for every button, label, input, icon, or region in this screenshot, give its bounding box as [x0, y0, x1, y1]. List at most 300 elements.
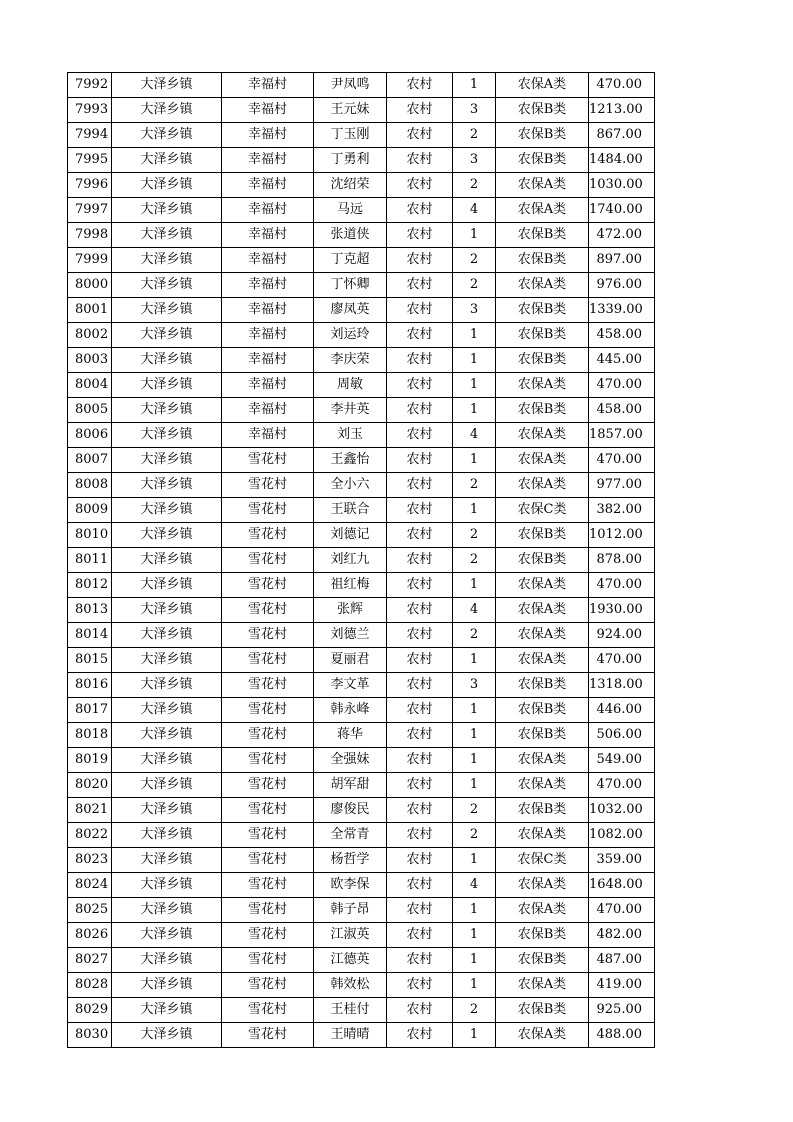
table-row: [68, 673, 655, 698]
name-cell: 沈绍荣: [314, 173, 387, 198]
township-cell: 大泽乡镇: [112, 573, 222, 598]
village-cell: 雪花村: [222, 473, 314, 498]
row-number-cell: 8021: [68, 798, 112, 823]
household-type-cell: 农村: [387, 948, 453, 973]
table-row: [68, 498, 655, 523]
name-cell: 李庆荣: [314, 348, 387, 373]
insurance-category-cell: 农保A类: [496, 648, 589, 673]
name-cell: 祖红梅: [314, 573, 387, 598]
person-count-cell: 2: [453, 523, 496, 548]
township-cell: 大泽乡镇: [112, 248, 222, 273]
row-number-cell: 8023: [68, 848, 112, 873]
household-type-cell: 农村: [387, 398, 453, 423]
household-type-cell: 农村: [387, 648, 453, 673]
township-cell: 大泽乡镇: [112, 698, 222, 723]
amount-cell: 1030.00: [589, 173, 655, 198]
township-cell: 大泽乡镇: [112, 998, 222, 1023]
village-cell: 幸福村: [222, 398, 314, 423]
person-count-cell: 2: [453, 123, 496, 148]
table-row: [68, 423, 655, 448]
insurance-category-cell: 农保B类: [496, 323, 589, 348]
person-count-cell: 1: [453, 648, 496, 673]
township-cell: 大泽乡镇: [112, 598, 222, 623]
person-count-cell: 1: [453, 373, 496, 398]
row-number-cell: 7998: [68, 223, 112, 248]
household-type-cell: 农村: [387, 723, 453, 748]
village-cell: 幸福村: [222, 123, 314, 148]
household-type-cell: 农村: [387, 573, 453, 598]
table-row: [68, 948, 655, 973]
person-count-cell: 1: [453, 398, 496, 423]
insurance-category-cell: 农保A类: [496, 198, 589, 223]
name-cell: 韩子昂: [314, 898, 387, 923]
amount-cell: 446.00: [589, 698, 655, 723]
amount-cell: 487.00: [589, 948, 655, 973]
insurance-category-cell: 农保A类: [496, 273, 589, 298]
row-number-cell: 8005: [68, 398, 112, 423]
village-cell: 幸福村: [222, 223, 314, 248]
amount-cell: 470.00: [589, 448, 655, 473]
table-row: [68, 373, 655, 398]
amount-cell: 925.00: [589, 998, 655, 1023]
name-cell: 江德英: [314, 948, 387, 973]
row-number-cell: 8017: [68, 698, 112, 723]
table-row: [68, 1023, 655, 1048]
amount-cell: 1032.00: [589, 798, 655, 823]
row-number-cell: 7997: [68, 198, 112, 223]
name-cell: 廖凤英: [314, 298, 387, 323]
insurance-category-cell: 农保B类: [496, 248, 589, 273]
table-row: [68, 998, 655, 1023]
insurance-category-cell: 农保B类: [496, 148, 589, 173]
amount-cell: 897.00: [589, 248, 655, 273]
row-number-cell: 8027: [68, 948, 112, 973]
amount-cell: 1082.00: [589, 823, 655, 848]
township-cell: 大泽乡镇: [112, 323, 222, 348]
name-cell: 韩效松: [314, 973, 387, 998]
township-cell: 大泽乡镇: [112, 398, 222, 423]
table-row: [68, 548, 655, 573]
insurance-category-cell: 农保A类: [496, 473, 589, 498]
amount-cell: 549.00: [589, 748, 655, 773]
person-count-cell: 1: [453, 773, 496, 798]
insurance-category-cell: 农保A类: [496, 173, 589, 198]
name-cell: 江淑英: [314, 923, 387, 948]
person-count-cell: 1: [453, 573, 496, 598]
amount-cell: 359.00: [589, 848, 655, 873]
amount-cell: 470.00: [589, 73, 655, 98]
row-number-cell: 8008: [68, 473, 112, 498]
table-row: [68, 648, 655, 673]
name-cell: 刘运玲: [314, 323, 387, 348]
village-cell: 雪花村: [222, 898, 314, 923]
amount-cell: 458.00: [589, 398, 655, 423]
household-type-cell: 农村: [387, 998, 453, 1023]
table-row: [68, 323, 655, 348]
insurance-category-cell: 农保B类: [496, 223, 589, 248]
village-cell: 雪花村: [222, 548, 314, 573]
village-cell: 幸福村: [222, 348, 314, 373]
table-row: [68, 923, 655, 948]
village-cell: 幸福村: [222, 273, 314, 298]
table-row: [68, 148, 655, 173]
insurance-category-cell: 农保A类: [496, 823, 589, 848]
village-cell: 雪花村: [222, 673, 314, 698]
household-type-cell: 农村: [387, 823, 453, 848]
insurance-category-cell: 农保B类: [496, 298, 589, 323]
village-cell: 幸福村: [222, 173, 314, 198]
amount-cell: 470.00: [589, 373, 655, 398]
row-number-cell: 8029: [68, 998, 112, 1023]
person-count-cell: 1: [453, 898, 496, 923]
village-cell: 幸福村: [222, 98, 314, 123]
row-number-cell: 8030: [68, 1023, 112, 1048]
person-count-cell: 2: [453, 273, 496, 298]
person-count-cell: 1: [453, 923, 496, 948]
row-number-cell: 8004: [68, 373, 112, 398]
person-count-cell: 4: [453, 598, 496, 623]
township-cell: 大泽乡镇: [112, 748, 222, 773]
row-number-cell: 8025: [68, 898, 112, 923]
name-cell: 刘德兰: [314, 623, 387, 648]
row-number-cell: 8001: [68, 298, 112, 323]
amount-cell: 1213.00: [589, 98, 655, 123]
name-cell: 全强妹: [314, 748, 387, 773]
person-count-cell: 3: [453, 148, 496, 173]
village-cell: 雪花村: [222, 498, 314, 523]
name-cell: 胡军甜: [314, 773, 387, 798]
row-number-cell: 8007: [68, 448, 112, 473]
insurance-category-cell: 农保A类: [496, 1023, 589, 1048]
row-number-cell: 8011: [68, 548, 112, 573]
name-cell: 马远: [314, 198, 387, 223]
table-row: [68, 773, 655, 798]
insurance-category-cell: 农保B类: [496, 123, 589, 148]
village-cell: 雪花村: [222, 798, 314, 823]
township-cell: 大泽乡镇: [112, 673, 222, 698]
table-row: [68, 798, 655, 823]
amount-cell: 445.00: [589, 348, 655, 373]
amount-cell: 1857.00: [589, 423, 655, 448]
township-cell: 大泽乡镇: [112, 773, 222, 798]
table-row: [68, 123, 655, 148]
household-type-cell: 农村: [387, 123, 453, 148]
township-cell: 大泽乡镇: [112, 73, 222, 98]
household-type-cell: 农村: [387, 548, 453, 573]
amount-cell: 1318.00: [589, 673, 655, 698]
township-cell: 大泽乡镇: [112, 173, 222, 198]
household-type-cell: 农村: [387, 98, 453, 123]
row-number-cell: 8015: [68, 648, 112, 673]
person-count-cell: 2: [453, 473, 496, 498]
table-row: [68, 273, 655, 298]
row-number-cell: 7999: [68, 248, 112, 273]
township-cell: 大泽乡镇: [112, 498, 222, 523]
township-cell: 大泽乡镇: [112, 823, 222, 848]
village-cell: 幸福村: [222, 198, 314, 223]
township-cell: 大泽乡镇: [112, 1023, 222, 1048]
row-number-cell: 8014: [68, 623, 112, 648]
household-type-cell: 农村: [387, 148, 453, 173]
household-type-cell: 农村: [387, 473, 453, 498]
village-cell: 雪花村: [222, 773, 314, 798]
insurance-category-cell: 农保A类: [496, 873, 589, 898]
amount-cell: 1012.00: [589, 523, 655, 548]
table-row: [68, 473, 655, 498]
amount-cell: 976.00: [589, 273, 655, 298]
name-cell: 王鑫怡: [314, 448, 387, 473]
person-count-cell: 1: [453, 448, 496, 473]
name-cell: 王元妹: [314, 98, 387, 123]
name-cell: 李文革: [314, 673, 387, 698]
name-cell: 丁勇利: [314, 148, 387, 173]
amount-cell: 924.00: [589, 623, 655, 648]
person-count-cell: 1: [453, 748, 496, 773]
township-cell: 大泽乡镇: [112, 148, 222, 173]
insurance-category-cell: 农保B类: [496, 998, 589, 1023]
household-type-cell: 农村: [387, 348, 453, 373]
amount-cell: 458.00: [589, 323, 655, 348]
amount-cell: 506.00: [589, 723, 655, 748]
amount-cell: 1930.00: [589, 598, 655, 623]
row-number-cell: 8026: [68, 923, 112, 948]
household-type-cell: 农村: [387, 248, 453, 273]
person-count-cell: 3: [453, 298, 496, 323]
amount-cell: 382.00: [589, 498, 655, 523]
insurance-category-cell: 农保B类: [496, 923, 589, 948]
person-count-cell: 2: [453, 998, 496, 1023]
row-number-cell: 8016: [68, 673, 112, 698]
name-cell: 廖俊民: [314, 798, 387, 823]
person-count-cell: 1: [453, 223, 496, 248]
household-type-cell: 农村: [387, 223, 453, 248]
name-cell: 王桂付: [314, 998, 387, 1023]
insurance-category-cell: 农保C类: [496, 498, 589, 523]
township-cell: 大泽乡镇: [112, 198, 222, 223]
row-number-cell: 7993: [68, 98, 112, 123]
village-cell: 雪花村: [222, 523, 314, 548]
township-cell: 大泽乡镇: [112, 798, 222, 823]
household-type-cell: 农村: [387, 923, 453, 948]
household-type-cell: 农村: [387, 748, 453, 773]
insurance-category-cell: 农保A类: [496, 898, 589, 923]
township-cell: 大泽乡镇: [112, 948, 222, 973]
row-number-cell: 8013: [68, 598, 112, 623]
village-cell: 幸福村: [222, 73, 314, 98]
insurance-category-cell: 农保B类: [496, 948, 589, 973]
name-cell: 刘红九: [314, 548, 387, 573]
amount-cell: 1740.00: [589, 198, 655, 223]
village-cell: 幸福村: [222, 248, 314, 273]
insurance-category-cell: 农保B类: [496, 398, 589, 423]
table-row: [68, 823, 655, 848]
township-cell: 大泽乡镇: [112, 298, 222, 323]
table-row: [68, 348, 655, 373]
data-table: [67, 72, 655, 1048]
table-row: [68, 523, 655, 548]
village-cell: 雪花村: [222, 923, 314, 948]
person-count-cell: 1: [453, 73, 496, 98]
village-cell: 雪花村: [222, 448, 314, 473]
row-number-cell: 8010: [68, 523, 112, 548]
household-type-cell: 农村: [387, 598, 453, 623]
township-cell: 大泽乡镇: [112, 98, 222, 123]
township-cell: 大泽乡镇: [112, 448, 222, 473]
amount-cell: 470.00: [589, 773, 655, 798]
table-row: [68, 748, 655, 773]
village-cell: 雪花村: [222, 823, 314, 848]
household-type-cell: 农村: [387, 1023, 453, 1048]
household-type-cell: 农村: [387, 898, 453, 923]
table-row: [68, 173, 655, 198]
table-row: [68, 973, 655, 998]
insurance-category-cell: 农保B类: [496, 698, 589, 723]
household-type-cell: 农村: [387, 498, 453, 523]
amount-cell: 1339.00: [589, 298, 655, 323]
village-cell: 幸福村: [222, 373, 314, 398]
person-count-cell: 2: [453, 548, 496, 573]
village-cell: 雪花村: [222, 848, 314, 873]
insurance-category-cell: 农保B类: [496, 673, 589, 698]
person-count-cell: 1: [453, 698, 496, 723]
township-cell: 大泽乡镇: [112, 223, 222, 248]
person-count-cell: 1: [453, 348, 496, 373]
person-count-cell: 2: [453, 248, 496, 273]
insurance-category-cell: 农保C类: [496, 848, 589, 873]
household-type-cell: 农村: [387, 273, 453, 298]
amount-cell: 1484.00: [589, 148, 655, 173]
village-cell: 雪花村: [222, 573, 314, 598]
table-row: [68, 298, 655, 323]
person-count-cell: 4: [453, 423, 496, 448]
household-type-cell: 农村: [387, 73, 453, 98]
name-cell: 丁玉刚: [314, 123, 387, 148]
insurance-category-cell: 农保A类: [496, 623, 589, 648]
household-type-cell: 农村: [387, 698, 453, 723]
amount-cell: 472.00: [589, 223, 655, 248]
person-count-cell: 3: [453, 673, 496, 698]
name-cell: 刘玉: [314, 423, 387, 448]
name-cell: 丁克超: [314, 248, 387, 273]
person-count-cell: 4: [453, 198, 496, 223]
amount-cell: 470.00: [589, 573, 655, 598]
insurance-category-cell: 农保B类: [496, 798, 589, 823]
village-cell: 幸福村: [222, 423, 314, 448]
person-count-cell: 4: [453, 873, 496, 898]
household-type-cell: 农村: [387, 173, 453, 198]
amount-cell: 470.00: [589, 648, 655, 673]
person-count-cell: 1: [453, 723, 496, 748]
household-type-cell: 农村: [387, 873, 453, 898]
insurance-category-cell: 农保B类: [496, 98, 589, 123]
household-type-cell: 农村: [387, 523, 453, 548]
insurance-category-cell: 农保B类: [496, 523, 589, 548]
township-cell: 大泽乡镇: [112, 548, 222, 573]
name-cell: 杨哲学: [314, 848, 387, 873]
insurance-category-cell: 农保B类: [496, 723, 589, 748]
township-cell: 大泽乡镇: [112, 923, 222, 948]
name-cell: 张道侠: [314, 223, 387, 248]
household-type-cell: 农村: [387, 973, 453, 998]
village-cell: 雪花村: [222, 723, 314, 748]
row-number-cell: 8012: [68, 573, 112, 598]
person-count-cell: 1: [453, 498, 496, 523]
table-row: [68, 623, 655, 648]
township-cell: 大泽乡镇: [112, 623, 222, 648]
row-number-cell: 7994: [68, 123, 112, 148]
village-cell: 雪花村: [222, 648, 314, 673]
person-count-cell: 3: [453, 98, 496, 123]
name-cell: 王联合: [314, 498, 387, 523]
row-number-cell: 7992: [68, 73, 112, 98]
name-cell: 丁怀卿: [314, 273, 387, 298]
row-number-cell: 8028: [68, 973, 112, 998]
household-type-cell: 农村: [387, 673, 453, 698]
insurance-category-cell: 农保A类: [496, 773, 589, 798]
insurance-category-cell: 农保A类: [496, 748, 589, 773]
row-number-cell: 8000: [68, 273, 112, 298]
row-number-cell: 8022: [68, 823, 112, 848]
row-number-cell: 8019: [68, 748, 112, 773]
township-cell: 大泽乡镇: [112, 848, 222, 873]
person-count-cell: 1: [453, 973, 496, 998]
amount-cell: 977.00: [589, 473, 655, 498]
name-cell: 王晴晴: [314, 1023, 387, 1048]
person-count-cell: 1: [453, 948, 496, 973]
row-number-cell: 8018: [68, 723, 112, 748]
name-cell: 周敏: [314, 373, 387, 398]
table-row: [68, 398, 655, 423]
amount-cell: 878.00: [589, 548, 655, 573]
village-cell: 雪花村: [222, 748, 314, 773]
household-type-cell: 农村: [387, 298, 453, 323]
person-count-cell: 2: [453, 173, 496, 198]
village-cell: 雪花村: [222, 998, 314, 1023]
table-row: [68, 898, 655, 923]
person-count-cell: 2: [453, 823, 496, 848]
insurance-category-cell: 农保A类: [496, 573, 589, 598]
name-cell: 刘德记: [314, 523, 387, 548]
village-cell: 幸福村: [222, 298, 314, 323]
insurance-category-cell: 农保A类: [496, 448, 589, 473]
row-number-cell: 7996: [68, 173, 112, 198]
insurance-category-cell: 农保A类: [496, 973, 589, 998]
name-cell: 全小六: [314, 473, 387, 498]
township-cell: 大泽乡镇: [112, 973, 222, 998]
household-type-cell: 农村: [387, 323, 453, 348]
person-count-cell: 1: [453, 323, 496, 348]
village-cell: 雪花村: [222, 973, 314, 998]
table-row: [68, 873, 655, 898]
household-type-cell: 农村: [387, 423, 453, 448]
township-cell: 大泽乡镇: [112, 873, 222, 898]
table-row: [68, 248, 655, 273]
name-cell: 夏丽君: [314, 648, 387, 673]
household-type-cell: 农村: [387, 798, 453, 823]
row-number-cell: 8020: [68, 773, 112, 798]
table-row: [68, 723, 655, 748]
household-type-cell: 农村: [387, 198, 453, 223]
name-cell: 李井英: [314, 398, 387, 423]
person-count-cell: 2: [453, 623, 496, 648]
amount-cell: 867.00: [589, 123, 655, 148]
township-cell: 大泽乡镇: [112, 273, 222, 298]
name-cell: 蒋华: [314, 723, 387, 748]
township-cell: 大泽乡镇: [112, 648, 222, 673]
table-body: [68, 73, 655, 1048]
household-type-cell: 农村: [387, 848, 453, 873]
insurance-category-cell: 农保A类: [496, 598, 589, 623]
